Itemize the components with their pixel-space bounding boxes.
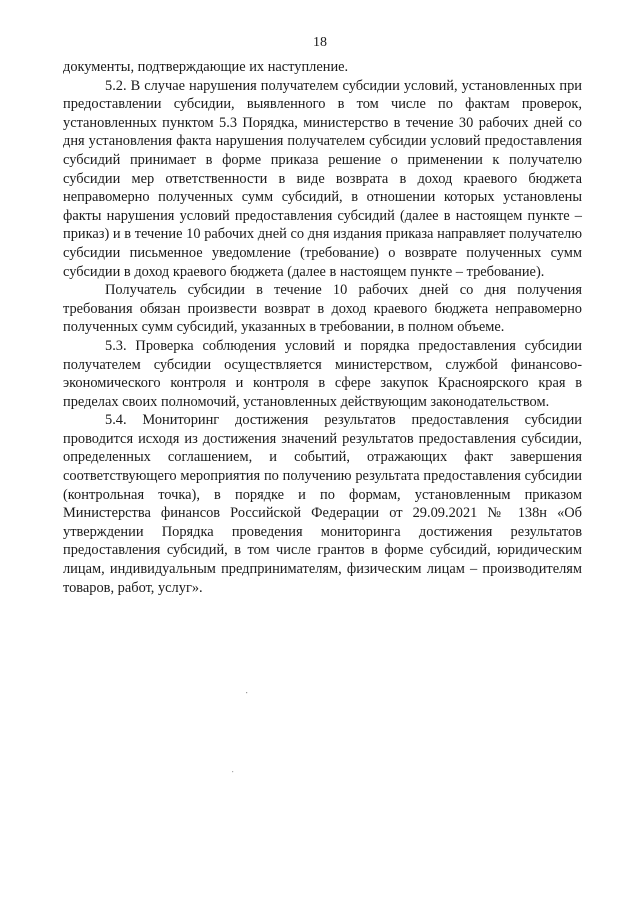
paragraph-5-4: 5.4. Мониторинг достижения результатов предоставления субсидии проводится исходя из достижения значений результатов предоставления субсидии, определенных соглашением, и событий, отражающих факт завершения соответствующего мероприятия по получению результата предоставления субсидии (контрольная точка), в порядке и по формам, установленным приказом Министерства финансов Российской Федерации от 29.09.2021 № 138н «Об утверждении Порядка проведения мониторинга достижения результатов предоставления субсидий, в том числе грантов в форме субсидий, юридическим лицам, индивидуальным предпринимателям, физическим лицам – производителям товаров, работ, услуг». <box>63 412 582 596</box>
scan-speck <box>232 771 233 772</box>
paragraph-5-3: 5.3. Проверка соблюдения условий и порядка предоставления субсидии получателем субсидии осуществляется министерством, службой финансово-экономического контроля и контроля в сфере закупок Красноярского края в пределах своих полномочий, установленных действующим законодательством. <box>63 337 582 410</box>
paragraph-continuation: документы, подтверждающие их наступление. <box>63 59 349 75</box>
page-number: 18 <box>313 35 327 50</box>
paragraph-5-2-refund: Получатель субсидии в течение 10 рабочих дней со дня получения требования обязан произвести возврат в доход краевого бюджета неправомерно полученных сумм субсидий, указанных в требовании, в полном объеме. <box>63 282 582 336</box>
scan-speck <box>246 692 247 693</box>
paragraph-5-2: 5.2. В случае нарушения получателем субсидии условий, установленных при предоставлении субсидии, выявленного в том числе по фактам проверок, установленных пунктом 5.3 Порядка, министерство в течение 30 рабочих дней со дня установления факта нарушения получателем субсидии условий предоставления субсидий принимает в форме приказа решение о применении к получателю субсидии мер ответственности в виде возврата в доход краевого бюджета неправомерно полученных сумм субсидий, в отношении которых установлены факты нарушения условий предоставления субсидий (далее в настоящем пункте – приказ) и в течение 10 рабочих дней со дня издания приказа направляет получателю субсидии письменное уведомление (требование) о возврате полученных сумм субсидии в доход краевого бюджета (далее в настоящем пункте – требование). <box>63 77 582 280</box>
